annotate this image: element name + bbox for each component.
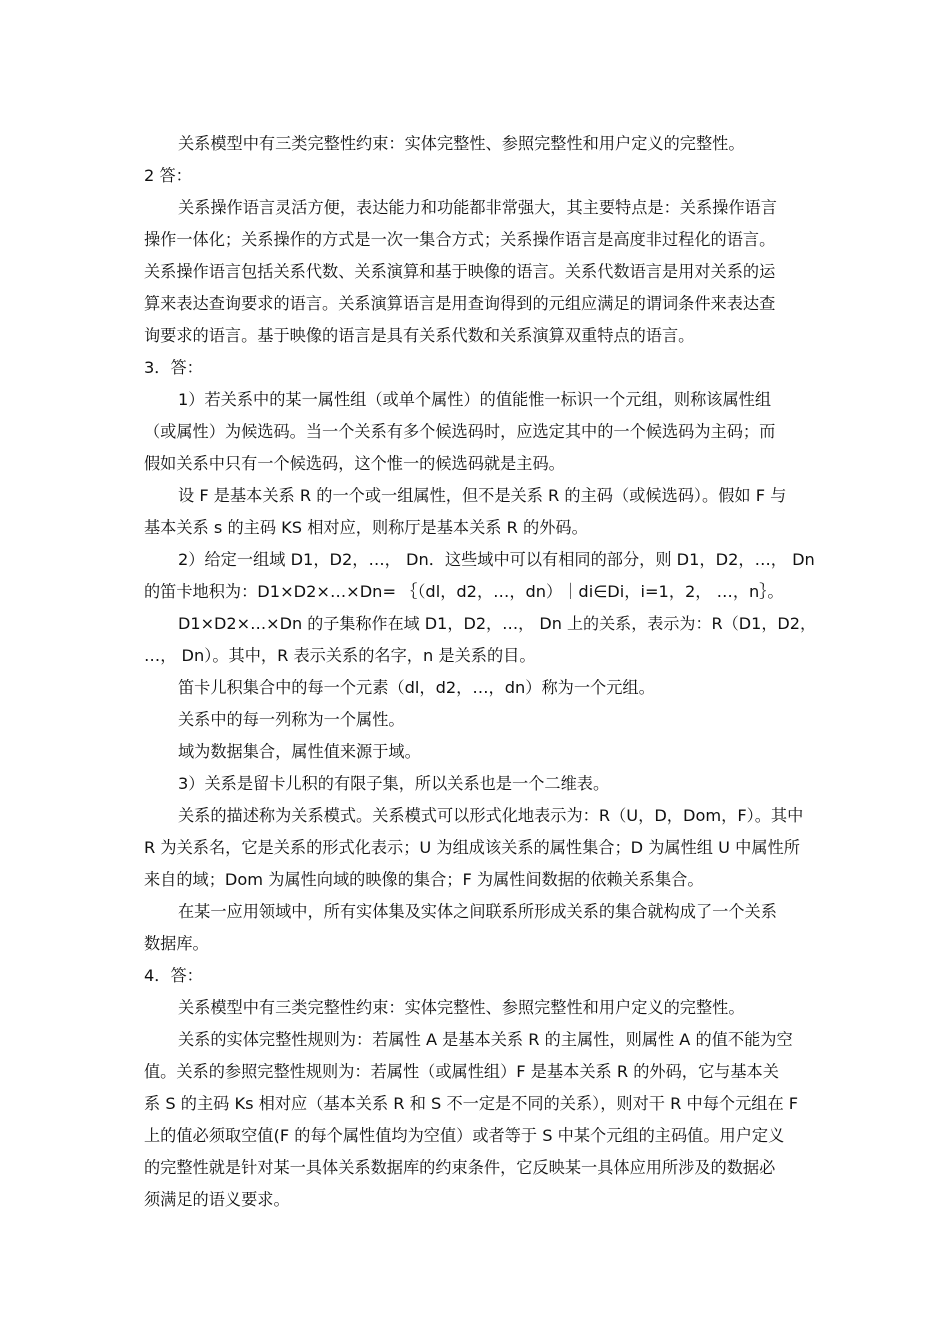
text-line: 的完整性就是针对某一具体关系数据库的约束条件，它反映某一具体应用所涉及的数据必 [144,1158,776,1177]
text-line: 须满足的语义要求。 [144,1190,290,1209]
text-line: 值。关系的参照完整性规则为：若属性（或属性组）F 是基本关系 R 的外码，它与基本关 [144,1062,779,1081]
answer-heading: 4．答： [144,966,203,985]
text-line: 2）给定一组域 D1，D2，…， Dn．这些域中可以有相同的部分，则 D1，D2，…， Dn [178,550,815,569]
text-line: 系 S 的主码 Ks 相对应（基本关系 R 和 S 不一定是不同的关系），则对干 R 中每个元组在 F [144,1094,799,1113]
answer-heading: 2 答： [144,166,192,185]
text-line: 操作一体化；关系操作的方式是一次一集合方式；关系操作语言是高度非过程化的语言。 [144,230,776,249]
answer-heading: 3．答： [144,358,203,377]
text-line: 3）关系是留卡儿积的有限子集，所以关系也是一个二维表。 [178,774,610,793]
text-line: 数据库。 [144,934,209,953]
text-line: 设 F 是基本关系 R 的一个或一组属性，但不是关系 R 的主码（或候选码）。假如 F 与 [178,486,787,505]
text-line: 基本关系 s 的主码 KS 相对应，则称厅是基本关系 R 的外码。 [144,518,588,537]
text-line: 关系模型中有三类完整性约束：实体完整性、参照完整性和用户定义的完整性。 [178,134,745,153]
text-line: 关系的实体完整性规则为：若属性 A 是基本关系 R 的主属性，则属性 A 的值不能为空 [178,1030,793,1049]
text-line: 假如关系中只有一个候选码，这个惟一的候选码就是主码。 [144,454,565,473]
text-line: 域为数据集合，属性值来源于域。 [178,742,421,761]
text-line: 1）若关系中的某一属性组（或单个属性）的值能惟一标识一个元组，则称该属性组 [178,390,772,409]
text-line: 询要求的语言。基于映像的语言是具有关系代数和关系演算双重特点的语言。 [144,326,695,345]
text-line: 来自的域；Dom 为属性向域的映像的集合；F 为属性间数据的依赖关系集合。 [144,870,704,889]
text-line: 上的值必须取空值(F 的每个属性值均为空值）或者等于 S 中某个元组的主码值。用户定义 [144,1126,785,1145]
text-line: 关系的描述称为关系模式。关系模式可以形式化地表示为：R（U，D，Dom，F）。其中 [178,806,804,825]
text-line: R 为关系名，它是关系的形式化表示；U 为组成该关系的属性集合；D 为属性组 U 中属性所 [144,838,800,857]
text-line: 笛卡儿积集合中的每一个元素（dl，d2，…，dn）称为一个元组。 [178,678,655,697]
text-line: 在某一应用领域中，所有实体集及实体之间联系所形成关系的集合就构成了一个关系 [178,902,777,921]
text-line: 关系中的每一列称为一个属性。 [178,710,405,729]
text-line: 关系操作语言包括关系代数、关系演算和基于映像的语言。关系代数语言是用对关系的运 [144,262,776,281]
text-line: D1×D2×…×Dn 的子集称作在域 D1，D2，…， Dn 上的关系，表示为：R（D1，D2， [178,614,817,633]
text-line: …， Dn）。其中，R 表示关系的名字，n 是关系的目。 [144,646,536,665]
text-line: 关系模型中有三类完整性约束：实体完整性、参照完整性和用户定义的完整性。 [178,998,745,1017]
text-line: （或属性）为候选码。当一个关系有多个候选码时，应选定其中的一个候选码为主码；而 [144,422,776,441]
text-line: 的笛卡地积为：D1×D2×…×Dn= ｛（dl，d2，…，dn）｜di∈Di，i=1，2， …，n｝。 [144,582,784,601]
text-line: 算来表达查询要求的语言。关系演算语言是用查询得到的元组应满足的谓词条件来表达查 [144,294,776,313]
text-line: 关系操作语言灵活方便，表达能力和功能都非常强大，其主要特点是：关系操作语言 [178,198,777,217]
